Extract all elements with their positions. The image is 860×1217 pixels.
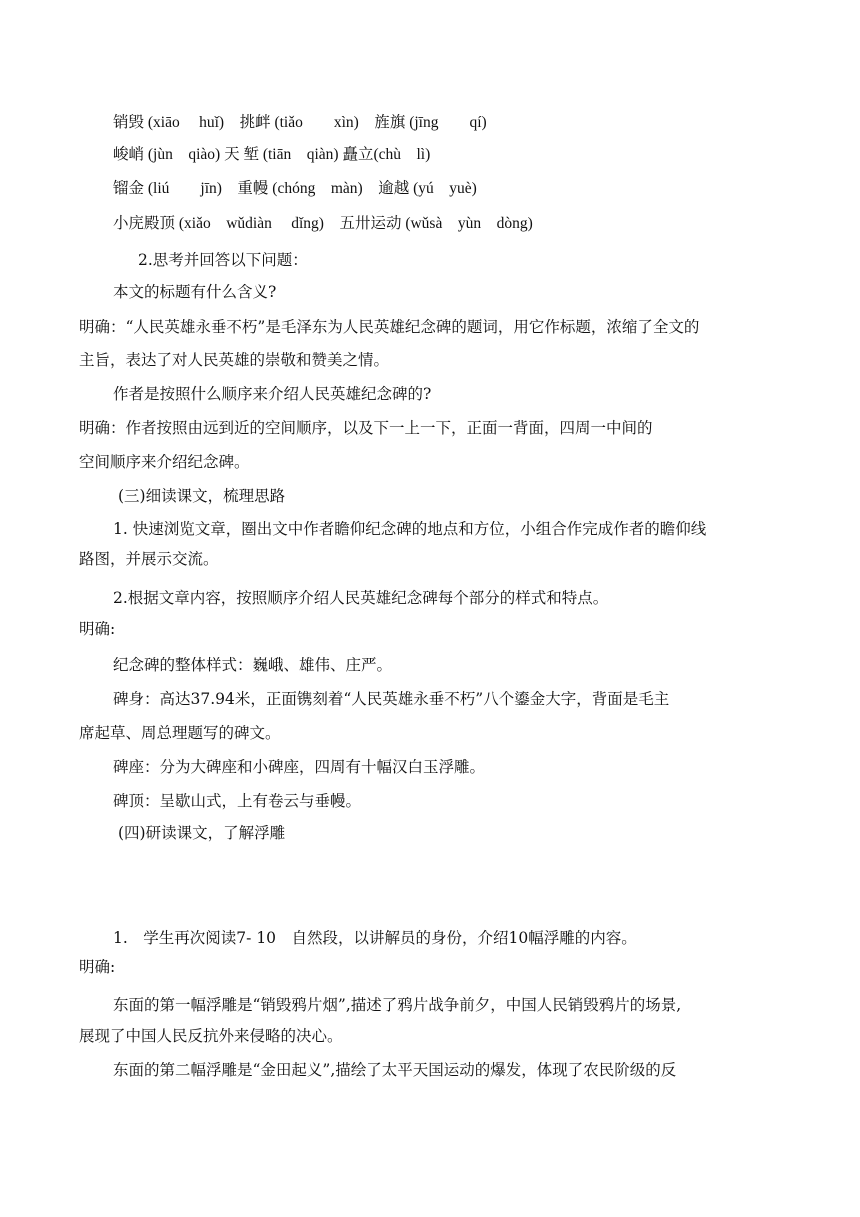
answer-order-line-1: 明确：作者按照由远到近的空间顺序，以及下一上一下，正面一背面，四周一中间的 xyxy=(79,419,653,437)
body-line-2: 席起草、周总理题写的碑文。 xyxy=(79,724,281,742)
task-2: 2.根据文章内容，按照顺序介绍人民英雄纪念碑每个部分的样式和特点。 xyxy=(113,589,609,607)
section-heading-3: (三)细读课文，梳理思路 xyxy=(118,487,286,505)
base-description: 碑座：分为大碑座和小碑座，四周有十幅汉白玉浮雕。 xyxy=(113,758,486,776)
body-line-1: 碑身：高达37.94米，正面镌刻着“人民英雄永垂不朽”八个鎏金大字，背面是毛主 xyxy=(113,690,670,708)
answer-title-line-1: 明确：“人民英雄永垂不朽”是毛泽东为人民英雄纪念碑的题词，用它作标题，浓缩了全文的 xyxy=(79,318,700,336)
top-description: 碑顶：呈歇山式，上有卷云与垂幔。 xyxy=(113,792,362,810)
relief-1-line-1: 东面的第一幅浮雕是“销毁鸦片烟”,描述了鸦片战争前夕，中国人民销毁鸦片的场景, xyxy=(113,996,682,1014)
answer-title-line-2: 主旨，表达了对人民英雄的崇敬和赞美之情。 xyxy=(79,351,390,369)
section-heading-4: (四)研读课文，了解浮雕 xyxy=(118,824,286,842)
answer-order-line-2: 空间顺序来介绍纪念碑。 xyxy=(79,453,250,471)
task-1-line-1: 1. 快速浏览文章，圈出文中作者瞻仰纪念碑的地点和方位，小组合作完成作者的瞻仰线 xyxy=(113,520,707,538)
overall-style: 纪念碑的整体样式：巍峨、雄伟、庄严。 xyxy=(113,656,393,674)
vocab-line-3: 镏金 (liú jīn) 重幔 (chóng màn) 逾越 (yú yuè) xyxy=(113,180,477,197)
question-heading: 2.思考并回答以下问题： xyxy=(138,251,308,269)
question-title: 本文的标题有什么含义? xyxy=(113,283,277,301)
vocab-line-2: 峻峭 (jùn qiào) 天 堑 (tiān qiàn) 矗立(chù lì) xyxy=(113,146,431,163)
vocab-line-4: 小庑殿顶 (xiǎo wǔdiàn dǐng) 五卅运动 (wǔsà yùn dòng) xyxy=(113,215,533,232)
vocab-line-1: 销毁 (xiāo huǐ) 挑衅 (tiǎo xìn) 旌旗 (jīng qí) xyxy=(113,114,487,131)
relief-2-line-1: 东面的第二幅浮雕是“金田起义”,描绘了太平天国运动的爆发，体现了农民阶级的反 xyxy=(113,1061,677,1079)
task-1-line-2: 路图，并展示交流。 xyxy=(79,550,219,568)
clarify-label-2: 明确: xyxy=(79,958,116,976)
clarify-label: 明确: xyxy=(79,620,116,638)
relief-task: 1. 学生再次阅读7- 10 自然段，以讲解员的身份，介绍10幅浮雕的内容。 xyxy=(113,929,637,947)
relief-1-line-2: 展现了中国人民反抗外来侵略的决心。 xyxy=(79,1027,343,1045)
question-order: 作者是按照什么顺序来介绍人民英雄纪念碑的? xyxy=(113,385,432,403)
